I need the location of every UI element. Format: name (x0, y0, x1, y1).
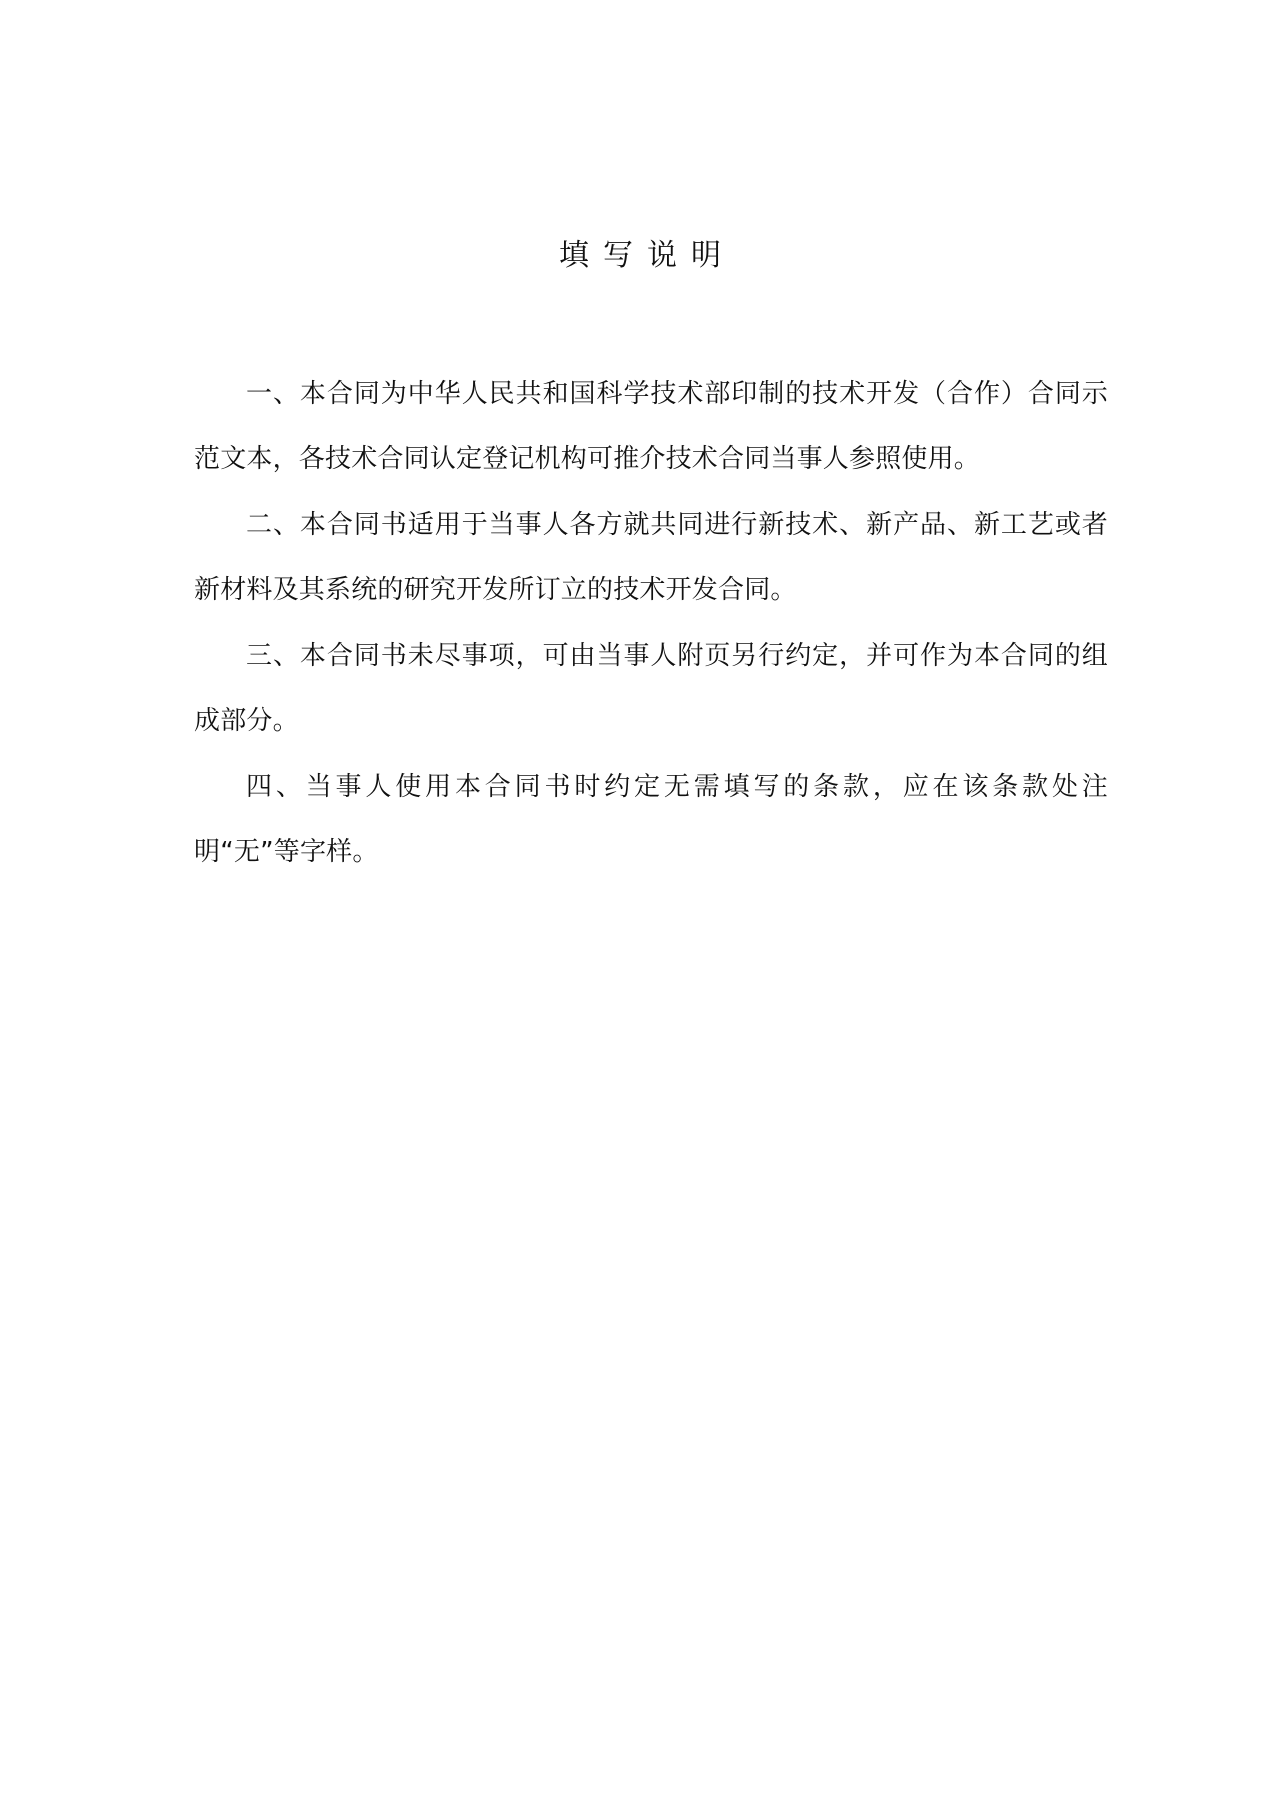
document-body (194, 362, 1108, 886)
paragraph-4: 四、当事人使用本合同书时约定无需填写的条款，应在该条款处注明“无”等字样。 (194, 772, 1108, 867)
paragraph-2: 二、本合同书适用于当事人各方就共同进行新技术、新产品、新工艺或者新材料及其系统的研究开发所订立的技术开发合同。 (194, 510, 1108, 605)
document-title: 填写说明 (559, 238, 735, 273)
paragraph-3: 三、本合同书未尽事项，可由当事人附页另行约定，并可作为本合同的组成部分。 (194, 641, 1108, 736)
paragraph-1: 一、本合同为中华人民共和国科学技术部印制的技术开发（合作）合同示范文本，各技术合同认定登记机构可推介技术合同当事人参照使用。 (194, 379, 1108, 474)
